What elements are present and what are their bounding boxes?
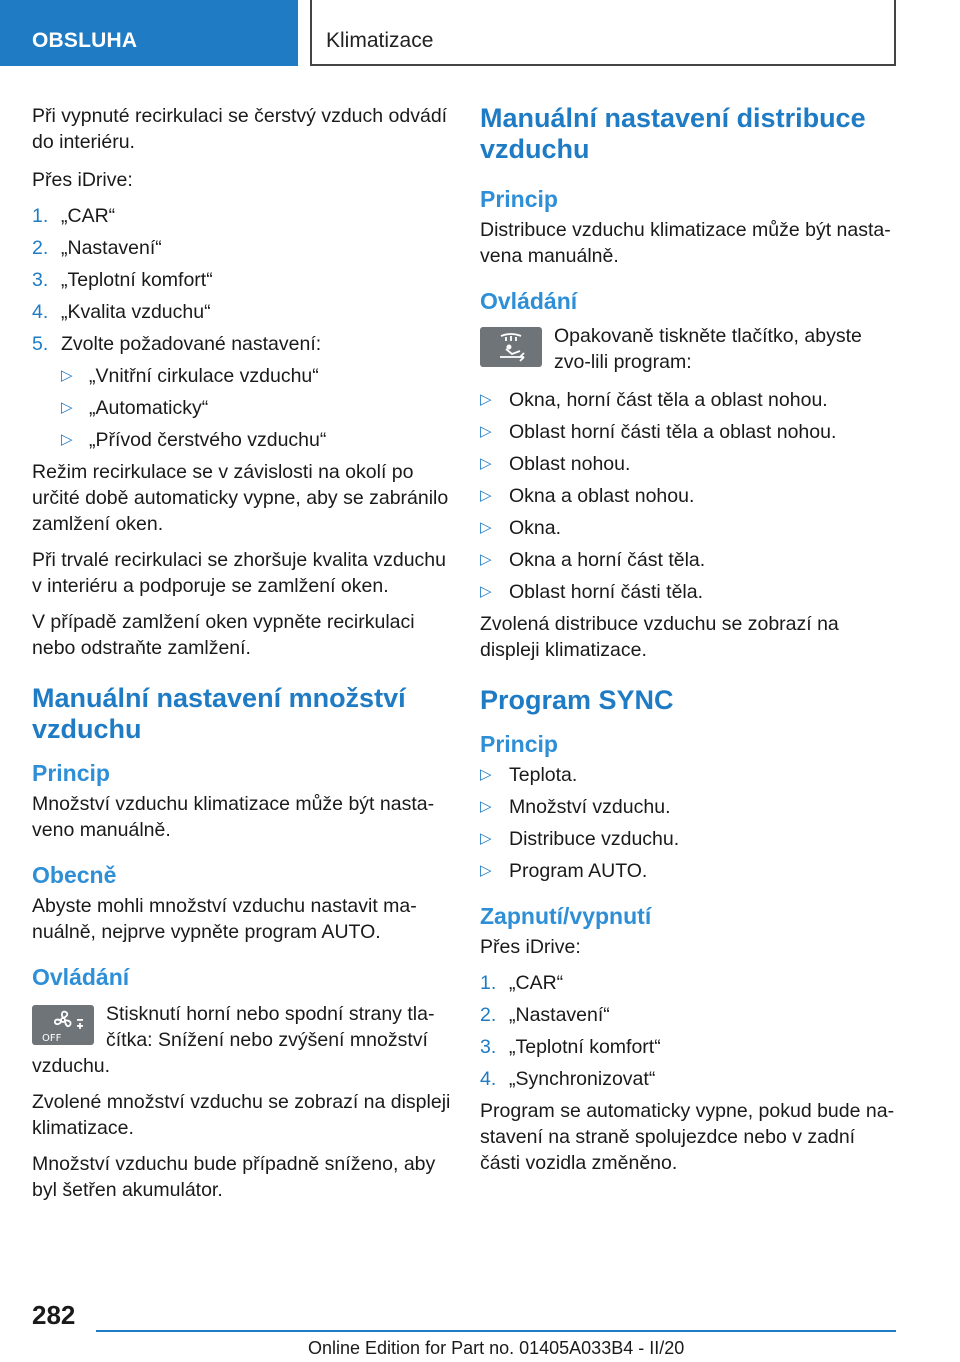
sync-steps bbox=[480, 970, 900, 1092]
left-column bbox=[32, 103, 452, 1213]
list-item: ▷ Množství vzduchu. bbox=[480, 796, 671, 818]
chapter-title: Klimatizace bbox=[310, 0, 896, 66]
idrive-steps bbox=[32, 203, 452, 357]
paragraph: Množství vzduchu bude případně sníženo, aby byl šetřen akumulátor. bbox=[32, 1153, 436, 1201]
list-item: ▷ Oblast nohou. bbox=[480, 453, 631, 475]
fan-off-icon bbox=[32, 1005, 94, 1045]
bullet-icon: ▷ bbox=[480, 487, 492, 504]
list-item: 2. „Nastavení“ bbox=[480, 1004, 610, 1026]
paragraph: Při vypnuté recirkulaci se čerstvý vzduch odvádí do interiéru. bbox=[32, 105, 448, 153]
list-item: ▷ Okna, horní část těla a oblast nohou. bbox=[480, 389, 828, 411]
list-item: ▷ „Automaticky“ bbox=[61, 397, 209, 419]
page-header bbox=[0, 0, 960, 66]
paragraph: Zvolená distribuce vzduchu se zobrazí na displeji klimatizace. bbox=[480, 613, 839, 661]
subheading: Ovládání bbox=[480, 288, 578, 314]
list-item: ▷ Program AUTO. bbox=[480, 860, 648, 882]
list-item: ▷ „Vnitřní cirkulace vzduchu“ bbox=[61, 365, 319, 387]
bullet-icon: ▷ bbox=[480, 423, 492, 440]
subheading: Princip bbox=[480, 186, 558, 212]
subheading: Princip bbox=[480, 731, 558, 757]
paragraph: Množství vzduchu klimatizace může být nasta-veno manuálně. bbox=[32, 793, 435, 841]
distribution-programs bbox=[480, 387, 900, 605]
bullet-icon: ▷ bbox=[61, 367, 73, 384]
paragraph: Zvolené množství vzduchu se zobrazí na displeji klimatizace. bbox=[32, 1091, 451, 1139]
subheading: Princip bbox=[32, 760, 110, 786]
paragraph: Distribuce vzduchu klimatizace může být nasta-vena manuálně. bbox=[480, 219, 891, 267]
subheading: Obecně bbox=[32, 862, 117, 888]
bullet-icon: ▷ bbox=[480, 798, 492, 815]
paragraph: Režim recirkulace se v závislosti na okolí po určité době automaticky vypne, aby se zabránilo zamlžení oken. bbox=[32, 461, 449, 535]
section-tab: OBSLUHA bbox=[0, 0, 298, 66]
air-distribution-icon bbox=[480, 327, 542, 367]
bullet-icon: ▷ bbox=[480, 862, 492, 879]
subheading: Ovládání bbox=[32, 964, 130, 990]
bullet-icon: ▷ bbox=[480, 766, 492, 783]
list-item: ▷ Oblast horní části těla. bbox=[480, 581, 704, 603]
bullet-icon: ▷ bbox=[61, 431, 73, 448]
bullet-icon: ▷ bbox=[480, 583, 492, 600]
bullet-icon: ▷ bbox=[61, 399, 73, 416]
bullet-icon: ▷ bbox=[480, 551, 492, 568]
list-item: 4. „Synchronizovat“ bbox=[480, 1068, 656, 1090]
list-item: 5. Zvolte požadované nastavení: bbox=[32, 333, 322, 355]
bullet-icon: ▷ bbox=[480, 455, 492, 472]
footer-divider bbox=[96, 1330, 896, 1332]
paragraph: Přes iDrive: bbox=[480, 936, 581, 958]
list-item: 4. „Kvalita vzduchu“ bbox=[32, 301, 211, 323]
paragraph: Stisknutí horní nebo spodní strany tla-čítka: Snížení nebo zvýšení množství vzduchu. bbox=[32, 1003, 435, 1077]
list-item: ▷ Oblast horní části těla a oblast nohou. bbox=[480, 421, 837, 443]
section-heading: Manuální nastavení množství vzduchu bbox=[32, 683, 406, 744]
paragraph: V případě zamlžení oken vypněte recirkulaci nebo odstraňte zamlžení. bbox=[32, 611, 415, 659]
fan-label: OFF bbox=[42, 1033, 62, 1044]
bullet-icon: ▷ bbox=[480, 391, 492, 408]
edition-note: Online Edition for Part no. 01405A033B4 - II/20 bbox=[308, 1338, 685, 1358]
list-item: 3. „Teplotní komfort“ bbox=[480, 1036, 661, 1058]
paragraph: Abyste mohli množství vzduchu nastavit ma-nuálně, nejprve vypněte program AUTO. bbox=[32, 895, 417, 943]
list-item: 3. „Teplotní komfort“ bbox=[32, 269, 213, 291]
list-item: ▷ Okna a oblast nohou. bbox=[480, 485, 695, 507]
list-item: 2. „Nastavení“ bbox=[32, 237, 162, 259]
fan-control bbox=[32, 1001, 452, 1079]
subheading: Zapnutí/vypnutí bbox=[480, 903, 652, 929]
recirculation-options bbox=[32, 363, 452, 453]
list-item: 1. „CAR“ bbox=[480, 972, 564, 994]
paragraph: Program se automaticky vypne, pokud bude na-stavení na straně spolujezdce nebo v zadní části vozidla změněno. bbox=[480, 1100, 895, 1174]
paragraph: Přes iDrive: bbox=[32, 169, 133, 191]
list-item: ▷ „Přívod čerstvého vzduchu“ bbox=[61, 429, 327, 451]
distribution-control bbox=[480, 323, 900, 377]
section-heading: Manuální nastavení distribuce vzduchu bbox=[480, 103, 866, 164]
page-number: 282 bbox=[32, 1300, 76, 1330]
bullet-icon: ▷ bbox=[480, 519, 492, 536]
list-item: ▷ Okna a horní část těla. bbox=[480, 549, 706, 571]
right-column bbox=[480, 103, 900, 1186]
list-item: ▷ Teplota. bbox=[480, 764, 578, 786]
paragraph: Při trvalé recirkulaci se zhoršuje kvalita vzduchu v interiéru a podporuje se zamlžení oken. bbox=[32, 549, 446, 597]
section-heading: Program SYNC bbox=[480, 685, 674, 715]
bullet-icon: ▷ bbox=[480, 830, 492, 847]
list-item: ▷ Okna. bbox=[480, 517, 562, 539]
sync-items bbox=[480, 762, 900, 884]
list-item: 1. „CAR“ bbox=[32, 205, 116, 227]
list-item: ▷ Distribuce vzduchu. bbox=[480, 828, 680, 850]
paragraph: Opakovaně tiskněte tlačítko, abyste zvo-lili program: bbox=[554, 325, 862, 373]
